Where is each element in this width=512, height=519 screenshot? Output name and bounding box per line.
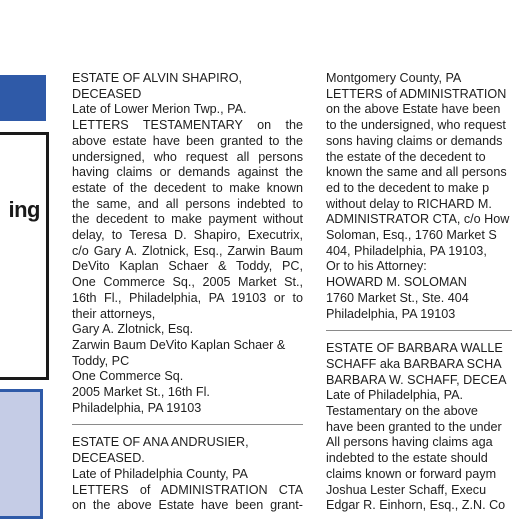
- estate-notice-schaff: [326, 341, 512, 514]
- notice-line: Philadelphia, PA 19103: [72, 400, 202, 415]
- notice-divider: [326, 330, 512, 331]
- notice-line: HOWARD M. SOLOMAN: [326, 275, 467, 290]
- notice-line: ESTATE OF BARBARA WALLE: [326, 341, 503, 356]
- notice-line: Late of Lower Merion Twp., PA.: [72, 102, 247, 117]
- notice-line: Joshua Lester Schaff, Execu: [326, 482, 487, 497]
- notice-line: DECEASED.: [72, 451, 145, 466]
- notice-line: ADMINISTRATOR CTA, c/o How: [326, 212, 510, 227]
- notice-line: indebted to the estate should: [326, 451, 488, 466]
- notice-line: on the above Estate have been grant-: [72, 498, 303, 513]
- lavender-ad-panel: [0, 389, 43, 519]
- notice-line: DECEASED: [72, 86, 142, 101]
- notice-line: LETTERS of ADMINISTRATION: [326, 86, 507, 101]
- notice-line: LETTERS of ADMINISTRATION CTA: [72, 482, 303, 497]
- notice-line: DeVito Kaplan Schaer & Toddy, PC,: [72, 259, 303, 274]
- notice-line: Late of Philadelphia, PA.: [326, 388, 463, 403]
- notice-divider: [72, 424, 303, 425]
- estate-notice-andrusier: [72, 435, 303, 514]
- notice-line: Soloman, Esq., 1760 Market S: [326, 228, 497, 243]
- notice-line: 16th Fl., Philadelphia, PA 19103 or to: [72, 290, 303, 305]
- notice-line: Toddy, PC: [72, 353, 130, 368]
- notice-line: Zarwin Baum DeVito Kaplan Schaer &: [72, 337, 286, 352]
- boxed-ad-panel: [0, 132, 49, 380]
- notice-line: c/o Gary A. Zlotnick, Esq., Zarwin Baum: [72, 243, 303, 258]
- notice-line: delay, to Teresa D. Shapiro, Executrix,: [72, 228, 303, 243]
- notice-line: 404, Philadelphia, PA 19103,: [326, 243, 487, 258]
- notice-line: ESTATE OF ANA ANDRUSIER,: [72, 435, 249, 450]
- notice-line: claims known or forward paym: [326, 466, 497, 481]
- notice-line: One Commerce Sq.: [72, 369, 184, 384]
- legal-column-2: [326, 71, 512, 514]
- notice-line: SCHAFF aka BARBARA SCHA: [326, 356, 502, 371]
- boxed-heading-fragment: ing: [8, 197, 40, 222]
- estate-notice-shapiro: [72, 71, 303, 416]
- notice-line: Late of Philadelphia County, PA: [72, 466, 248, 481]
- notice-line: Testamentary on the above: [326, 404, 478, 419]
- notice-line: the same, and all persons indebted to: [72, 196, 303, 211]
- notice-line: their attorneys,: [72, 306, 156, 321]
- notice-line: Or to his Attorney:: [326, 259, 427, 274]
- notice-line: the estate of the decedent to: [326, 149, 486, 164]
- notice-line: on the above Estate have been: [326, 102, 501, 117]
- estate-notice-continued: [326, 71, 512, 322]
- notice-line: having claims or demands against the: [72, 165, 303, 180]
- notice-line: undersigned, who request all persons: [72, 149, 303, 164]
- notice-line: above estate have been granted to the: [72, 133, 303, 148]
- notice-line: have been granted to the under: [326, 419, 502, 434]
- notice-line: 1760 Market St., Ste. 404: [326, 290, 469, 305]
- notice-line: BARBARA W. SCHAFF, DECEA: [326, 372, 507, 387]
- notice-line: LETTERS TESTAMENTARY on the: [72, 118, 303, 133]
- left-sidebar: [0, 0, 48, 512]
- notice-line: ESTATE OF ALVIN SHAPIRO,: [72, 71, 243, 85]
- notice-line: All persons having claims aga: [326, 435, 493, 450]
- notice-line: One Commerce Sq., 2005 Market St.,: [72, 275, 303, 290]
- notice-line: the decedent to make payment without: [72, 212, 303, 227]
- notice-line: without delay to RICHARD M.: [326, 196, 492, 211]
- notice-line: to the undersigned, who request: [326, 118, 506, 133]
- notice-line: Philadelphia, PA 19103: [326, 306, 456, 321]
- notice-line: estate of the decedent to make known: [72, 180, 303, 195]
- notice-line: 2005 Market St., 16th Fl.: [72, 385, 210, 400]
- notice-line: Edgar R. Einhorn, Esq., Z.N. Co: [326, 498, 506, 513]
- notice-line: Gary A. Zlotnick, Esq.: [72, 322, 194, 337]
- notice-line: ed to the decedent to make p: [326, 180, 490, 195]
- blue-header-bar: [0, 75, 46, 121]
- notice-line: Montgomery County, PA: [326, 71, 462, 85]
- notice-line: known the same and all persons: [326, 165, 507, 180]
- legal-column-1: [72, 71, 303, 514]
- notice-line: sons having claims or demands: [326, 133, 503, 148]
